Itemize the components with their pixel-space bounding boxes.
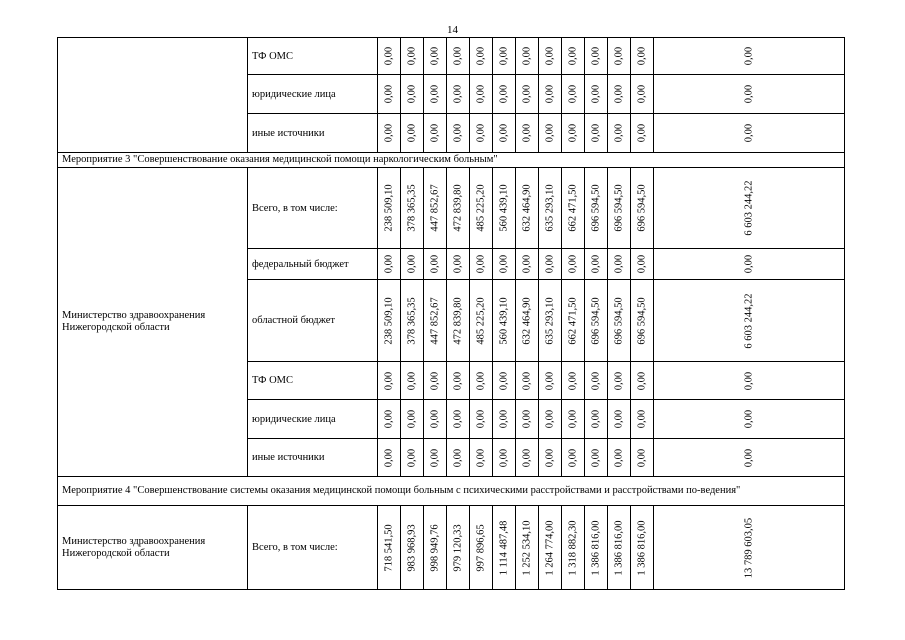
year-value-cell	[562, 38, 585, 75]
responsible-executor-cell: Министерство здравоохранения Нижегородской области	[58, 506, 248, 590]
year-value: 998 949,76	[429, 523, 441, 572]
year-value-cell	[562, 280, 585, 362]
year-value-cell	[424, 400, 447, 439]
year-value: 0,00	[590, 84, 602, 104]
year-value: 0,00	[498, 84, 510, 104]
total-value-cell	[654, 400, 845, 439]
year-value-cell	[608, 75, 631, 114]
year-value-cell	[378, 362, 401, 400]
total-value-cell	[654, 114, 845, 153]
year-value-cell	[516, 400, 539, 439]
year-value: 0,00	[452, 46, 464, 66]
year-value: 696 594,50	[613, 296, 625, 345]
year-value: 0,00	[452, 254, 464, 274]
year-value: 0,00	[544, 448, 556, 467]
measure-title: Мероприятие 3 "Совершенствование оказания медицинской помощи наркологическим больным"	[58, 153, 845, 168]
year-value: 0,00	[406, 123, 418, 143]
year-value-cell	[470, 280, 493, 362]
year-value: 0,00	[406, 46, 418, 66]
year-value: 0,00	[452, 123, 464, 143]
year-value: 0,00	[567, 254, 579, 274]
year-value: 0,00	[636, 371, 648, 390]
year-value-cell	[401, 439, 424, 477]
year-value: 1 386 816,00	[590, 519, 602, 576]
year-value: 1 264 774,00	[544, 519, 556, 576]
year-value-cell	[585, 38, 608, 75]
funding-source-cell: иные источники	[248, 439, 378, 477]
year-value: 0,00	[498, 371, 510, 390]
measure-title: Мероприятие 4 "Совершенствование системы оказания медицинской помощи больным с психическими расстройствами и расстройствами по-ведения"	[58, 477, 845, 506]
year-value: 662 471,50	[567, 296, 579, 345]
year-value-cell	[401, 400, 424, 439]
year-value-cell	[378, 280, 401, 362]
year-value: 0,00	[498, 409, 510, 429]
year-value-cell	[516, 114, 539, 153]
year-value: 0,00	[544, 46, 556, 66]
funding-source-cell: иные источники	[248, 114, 378, 153]
total-value-cell	[654, 280, 845, 362]
year-value-cell	[585, 249, 608, 280]
year-value: 0,00	[567, 46, 579, 66]
year-value-cell	[447, 400, 470, 439]
year-value-cell	[424, 439, 447, 477]
year-value: 0,00	[521, 46, 533, 66]
year-value-cell	[447, 439, 470, 477]
year-value-cell	[378, 506, 401, 590]
year-value-cell	[470, 114, 493, 153]
year-value-cell	[631, 506, 654, 590]
total-value: 6 603 244,22	[743, 180, 755, 236]
page-number: 14	[447, 24, 458, 36]
year-value-cell	[608, 400, 631, 439]
year-value: 0,00	[475, 409, 487, 429]
year-value-cell	[378, 400, 401, 439]
year-value-cell	[493, 249, 516, 280]
year-value: 0,00	[636, 46, 648, 66]
year-value-cell	[608, 38, 631, 75]
year-value-cell	[562, 439, 585, 477]
year-value: 983 968,93	[406, 523, 418, 572]
funding-source-cell: Всего, в том числе:	[248, 168, 378, 249]
year-value: 0,00	[521, 409, 533, 429]
year-value-cell	[401, 75, 424, 114]
year-value: 560 439,10	[498, 296, 510, 345]
total-value-cell	[654, 506, 845, 590]
year-value: 0,00	[475, 371, 487, 390]
year-value-cell	[539, 114, 562, 153]
year-value-cell	[539, 439, 562, 477]
total-value-cell	[654, 75, 845, 114]
year-value-cell	[539, 168, 562, 249]
year-value: 696 594,50	[636, 296, 648, 345]
year-value: 0,00	[452, 409, 464, 429]
year-value-cell	[539, 75, 562, 114]
year-value-cell	[493, 439, 516, 477]
year-value: 632 464,90	[521, 296, 533, 345]
funding-source-cell: ТФ ОМС	[248, 38, 378, 75]
year-value-cell	[470, 439, 493, 477]
year-value: 0,00	[521, 84, 533, 104]
year-value-cell	[493, 114, 516, 153]
year-value: 0,00	[636, 84, 648, 104]
year-value: 0,00	[429, 46, 441, 66]
year-value-cell	[631, 249, 654, 280]
year-value-cell	[493, 400, 516, 439]
year-value-cell	[493, 362, 516, 400]
funding-source-cell: ТФ ОМС	[248, 362, 378, 400]
year-value: 0,00	[590, 46, 602, 66]
year-value: 0,00	[544, 254, 556, 274]
year-value: 0,00	[406, 371, 418, 390]
year-value: 0,00	[498, 448, 510, 467]
year-value-cell	[516, 362, 539, 400]
year-value-cell	[493, 38, 516, 75]
year-value: 485 225,20	[475, 184, 487, 232]
year-value: 1 318 882,30	[567, 519, 579, 576]
year-value: 632 464,90	[521, 184, 533, 232]
year-value: 0,00	[636, 448, 648, 467]
year-value-cell	[631, 114, 654, 153]
year-value-cell	[631, 75, 654, 114]
year-value-cell	[539, 280, 562, 362]
total-value: 0,00	[743, 84, 755, 104]
year-value: 0,00	[636, 254, 648, 274]
year-value-cell	[493, 280, 516, 362]
year-value: 238 509,10	[383, 184, 395, 232]
total-value: 0,00	[743, 123, 755, 143]
year-value-cell	[424, 168, 447, 249]
funding-source-cell: Всего, в том числе:	[248, 506, 378, 590]
year-value-cell	[516, 249, 539, 280]
year-value-cell	[470, 506, 493, 590]
year-value: 0,00	[383, 371, 395, 390]
year-value-cell	[447, 362, 470, 400]
year-value-cell	[585, 439, 608, 477]
year-value: 0,00	[567, 84, 579, 104]
year-value-cell	[493, 506, 516, 590]
year-value-cell	[378, 75, 401, 114]
year-value-cell	[493, 75, 516, 114]
year-value-cell	[470, 38, 493, 75]
year-value: 0,00	[544, 123, 556, 143]
year-value-cell	[585, 168, 608, 249]
funding-source-cell: юридические лица	[248, 400, 378, 439]
year-value-cell	[424, 280, 447, 362]
year-value: 1 386 816,00	[636, 519, 648, 576]
year-value-cell	[470, 362, 493, 400]
year-value-cell	[447, 249, 470, 280]
year-value: 0,00	[613, 46, 625, 66]
year-value: 0,00	[452, 448, 464, 467]
year-value: 0,00	[567, 371, 579, 390]
year-value-cell	[562, 362, 585, 400]
year-value: 0,00	[429, 448, 441, 467]
year-value: 0,00	[475, 46, 487, 66]
year-value-cell	[562, 75, 585, 114]
year-value: 0,00	[383, 448, 395, 467]
year-value-cell	[470, 75, 493, 114]
year-value-cell	[401, 38, 424, 75]
year-value: 0,00	[475, 84, 487, 104]
year-value: 0,00	[383, 123, 395, 143]
year-value-cell	[631, 439, 654, 477]
year-value-cell	[516, 38, 539, 75]
year-value-cell	[585, 114, 608, 153]
year-value: 635 293,10	[544, 296, 556, 345]
year-value-cell	[493, 168, 516, 249]
year-value-cell	[539, 362, 562, 400]
year-value: 0,00	[383, 254, 395, 274]
year-value: 0,00	[452, 371, 464, 390]
year-value: 0,00	[567, 123, 579, 143]
total-value: 0,00	[743, 448, 755, 467]
year-value-cell	[424, 114, 447, 153]
year-value: 0,00	[590, 448, 602, 467]
year-value: 472 839,80	[452, 184, 464, 232]
year-value: 1 114 487,48	[498, 520, 510, 575]
year-value: 696 594,50	[636, 184, 648, 232]
year-value-cell	[447, 506, 470, 590]
year-value: 378 365,35	[406, 296, 418, 345]
year-value: 560 439,10	[498, 184, 510, 232]
responsible-executor-cell	[58, 38, 248, 153]
year-value-cell	[447, 114, 470, 153]
year-value: 0,00	[521, 448, 533, 467]
year-value: 0,00	[429, 254, 441, 274]
year-value-cell	[608, 280, 631, 362]
year-value: 238 509,10	[383, 296, 395, 345]
year-value-cell	[562, 114, 585, 153]
year-value-cell	[585, 280, 608, 362]
year-value-cell	[401, 506, 424, 590]
total-value-cell	[654, 249, 845, 280]
year-value-cell	[378, 439, 401, 477]
year-value-cell	[401, 114, 424, 153]
year-value: 0,00	[590, 409, 602, 429]
year-value: 0,00	[383, 84, 395, 104]
total-value: 0,00	[743, 254, 755, 274]
year-value-cell	[516, 506, 539, 590]
year-value: 485 225,20	[475, 296, 487, 345]
year-value: 696 594,50	[613, 184, 625, 232]
year-value-cell	[608, 362, 631, 400]
year-value-cell	[562, 168, 585, 249]
year-value: 0,00	[613, 254, 625, 274]
year-value-cell	[470, 400, 493, 439]
total-value: 6 603 244,22	[743, 292, 755, 349]
year-value: 0,00	[567, 448, 579, 467]
year-value: 447 852,67	[429, 296, 441, 345]
year-value-cell	[378, 249, 401, 280]
year-value: 696 594,50	[590, 296, 602, 345]
year-value: 0,00	[498, 46, 510, 66]
total-value: 0,00	[743, 371, 755, 390]
measure-title-row	[58, 477, 845, 506]
year-value: 0,00	[475, 123, 487, 143]
funding-source-cell: федеральный бюджет	[248, 249, 378, 280]
year-value: 0,00	[429, 409, 441, 429]
year-value: 0,00	[383, 409, 395, 429]
year-value: 979 120,33	[452, 523, 464, 572]
year-value: 0,00	[475, 448, 487, 467]
year-value-cell	[378, 168, 401, 249]
total-value-cell	[654, 362, 845, 400]
year-value: 0,00	[406, 409, 418, 429]
year-value: 378 365,35	[406, 184, 418, 232]
year-value-cell	[516, 280, 539, 362]
year-value-cell	[608, 114, 631, 153]
year-value-cell	[562, 400, 585, 439]
total-value-cell	[654, 38, 845, 75]
year-value: 0,00	[452, 84, 464, 104]
responsible-executor-cell: Министерство здравоохранения Нижегородской области	[58, 168, 248, 477]
year-value-cell	[631, 362, 654, 400]
year-value-cell	[401, 249, 424, 280]
year-value-cell	[631, 168, 654, 249]
year-value: 472 839,80	[452, 296, 464, 345]
year-value-cell	[401, 168, 424, 249]
year-value-cell	[539, 400, 562, 439]
year-value-cell	[539, 506, 562, 590]
year-value: 635 293,10	[544, 184, 556, 232]
year-value-cell	[424, 75, 447, 114]
year-value-cell	[539, 249, 562, 280]
year-value: 0,00	[475, 254, 487, 274]
year-value-cell	[447, 38, 470, 75]
year-value-cell	[424, 38, 447, 75]
year-value: 0,00	[406, 448, 418, 467]
year-value: 0,00	[613, 409, 625, 429]
total-value-cell	[654, 168, 845, 249]
year-value: 0,00	[544, 371, 556, 390]
year-value: 1 252 534,10	[521, 519, 533, 576]
measure-title-row	[58, 153, 845, 168]
total-value-cell	[654, 439, 845, 477]
year-value: 0,00	[521, 371, 533, 390]
year-value-cell	[401, 362, 424, 400]
year-value: 0,00	[613, 84, 625, 104]
year-value: 0,00	[429, 84, 441, 104]
budget-table	[57, 37, 845, 590]
year-value: 0,00	[521, 254, 533, 274]
year-value: 447 852,67	[429, 184, 441, 232]
year-value-cell	[585, 400, 608, 439]
year-value-cell	[401, 280, 424, 362]
year-value-cell	[631, 280, 654, 362]
table-row	[58, 506, 845, 590]
year-value-cell	[608, 439, 631, 477]
year-value: 662 471,50	[567, 184, 579, 232]
year-value-cell	[516, 168, 539, 249]
year-value-cell	[424, 506, 447, 590]
year-value-cell	[470, 168, 493, 249]
year-value: 0,00	[521, 123, 533, 143]
year-value-cell	[562, 249, 585, 280]
total-value: 0,00	[743, 46, 755, 66]
year-value-cell	[631, 400, 654, 439]
table-row	[58, 168, 845, 249]
funding-source-cell: областной бюджет	[248, 280, 378, 362]
year-value: 0,00	[590, 371, 602, 390]
year-value-cell	[516, 75, 539, 114]
year-value: 0,00	[590, 254, 602, 274]
year-value-cell	[424, 362, 447, 400]
year-value: 0,00	[636, 409, 648, 429]
year-value-cell	[424, 249, 447, 280]
funding-source-cell: юридические лица	[248, 75, 378, 114]
year-value: 0,00	[567, 409, 579, 429]
year-value-cell	[447, 168, 470, 249]
year-value: 0,00	[636, 123, 648, 143]
year-value-cell	[378, 38, 401, 75]
year-value: 0,00	[498, 123, 510, 143]
year-value-cell	[608, 168, 631, 249]
year-value: 0,00	[383, 46, 395, 66]
year-value: 0,00	[613, 371, 625, 390]
year-value: 0,00	[429, 371, 441, 390]
year-value-cell	[608, 249, 631, 280]
year-value: 0,00	[544, 84, 556, 104]
year-value: 718 541,50	[383, 523, 395, 572]
year-value: 0,00	[429, 123, 441, 143]
year-value: 0,00	[544, 409, 556, 429]
year-value: 0,00	[406, 84, 418, 104]
year-value-cell	[447, 75, 470, 114]
year-value-cell	[447, 280, 470, 362]
year-value-cell	[470, 249, 493, 280]
year-value: 1 386 816,00	[613, 519, 625, 576]
total-value: 0,00	[743, 409, 755, 429]
year-value-cell	[585, 362, 608, 400]
year-value-cell	[562, 506, 585, 590]
year-value-cell	[585, 506, 608, 590]
year-value: 0,00	[406, 254, 418, 274]
year-value-cell	[516, 439, 539, 477]
year-value: 0,00	[613, 123, 625, 143]
year-value: 0,00	[498, 254, 510, 274]
year-value: 696 594,50	[590, 184, 602, 232]
year-value: 0,00	[590, 123, 602, 143]
year-value-cell	[585, 75, 608, 114]
year-value-cell	[378, 114, 401, 153]
total-value: 13 789 603,05	[743, 517, 755, 578]
year-value-cell	[608, 506, 631, 590]
year-value-cell	[539, 38, 562, 75]
table-row	[58, 38, 845, 75]
year-value: 0,00	[613, 448, 625, 467]
year-value-cell	[631, 38, 654, 75]
year-value: 997 896,65	[475, 523, 487, 572]
